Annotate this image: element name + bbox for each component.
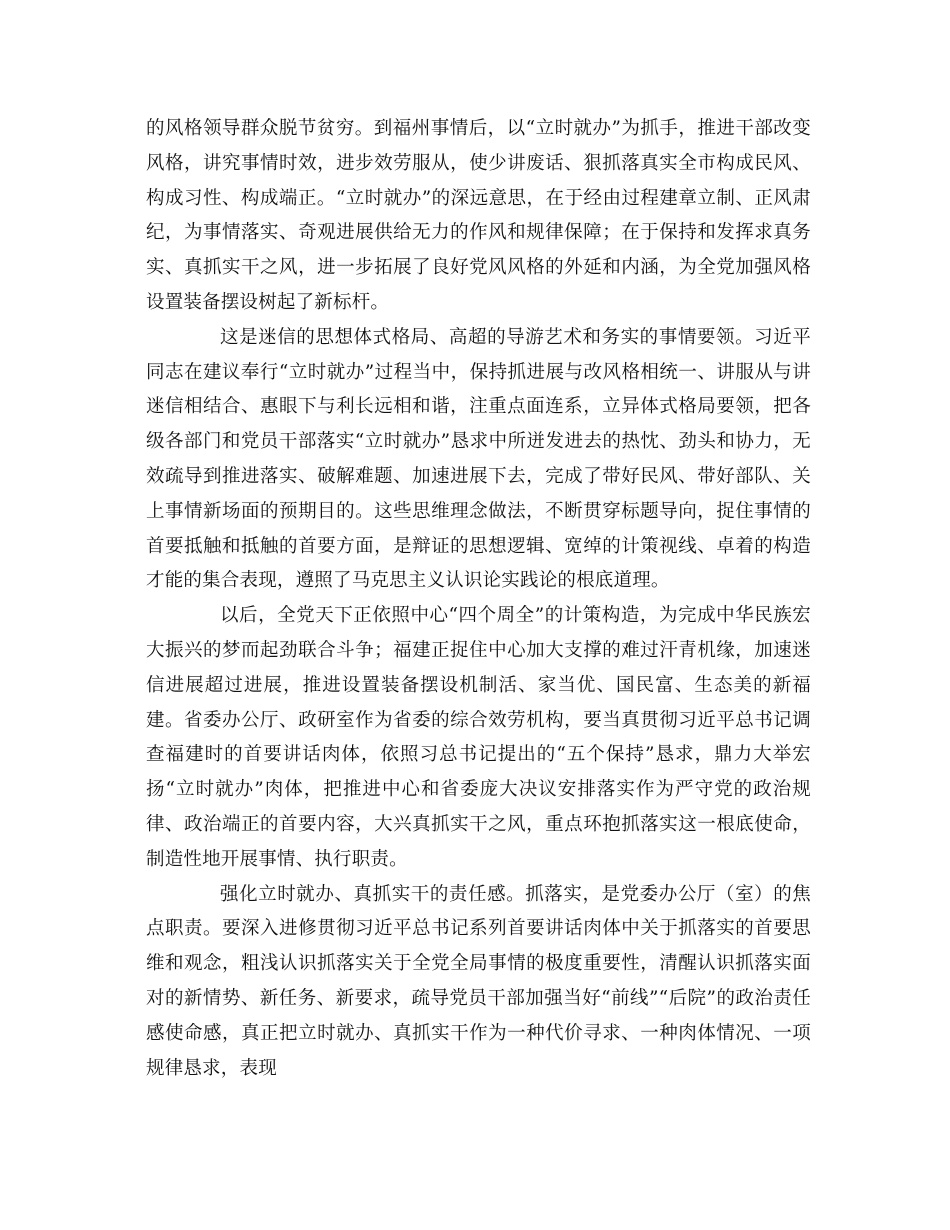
paragraph-methodology: 这是迷信的思想体式格局、高超的导游艺术和务实的事情要领。习近平同志在建议奉行“立时就办”过程当中，保持抓进展与改风格相统一、讲服从与讲迷信相结合、惠眼下与利长远相和谐，注重点面连系，立异体式格局要领，把各级各部门和党员干部落实“立时就办”恳求中所迸发进去的热忱、劲头和协力，无效疏导到推进落实、破解难题、加速进展下去，完成了带好民风、带好部队、关上事情新场面的预期目的。这些思维理念做法，不断贯穿标题导向，捉住事情的首要抵触和抵触的首要方面，是辩证的思想逻辑、宽绰的计策视线、卓着的构造才能的集合表现，遵照了马克思主义认识论实践论的根底道理。 <box>146 326 811 592</box>
document-page <box>146 112 811 1086</box>
paragraph-responsibility: 强化立时就办、真抓实干的责任感。抓落实，是党委办公厅（室）的焦点职责。要深入进修贯彻习近平总书记系列首要讲话肉体中关于抓落实的首要思维和观念，粗浅认识抓落实关于全党全局事情的极度重要性，清醒认识抓落实面对的新情势、新任务、新要求，疏导党员干部加强当好“前线”“后院”的政治责任感使命感，真正把立时就办、真抓实干作为一种代价寻求、一种肉体情况、一项规律恳求，表现 <box>146 883 811 1079</box>
paragraph-continuation: 的风格领导群众脱节贫穷。到福州事情后，以“立时就办”为抓手，推进干部改变风格，讲究事情时效，进步效劳服从，使少讲废话、狠抓落真实全市构成民风、构成习性、构成端正。“立时就办”的深远意思，在于经由过程建章立制、正风肃纪，为事情落实、奇观进展供给无力的作风和规律保障；在于保持和发挥求真务实、真抓实干之风，进一步拓展了良好党风风格的外延和内涵，为全党加强风格设置装备摆设树起了新标杆。 <box>146 118 811 313</box>
paragraph-current-tasks: 以后，全党天下正依照中心“四个周全”的计策构造，为完成中华民族宏大振兴的梦而起劲联合斗争；福建正捉住中心加大支撑的难过汗青机缘，加速迷信进展超过进展，推进设置装备摆设机制活、家当优、国民富、生态美的新福建。省委办公厅、政研室作为省委的综合效劳机构，要当真贯彻习近平总书记调查福建时的首要讲话肉体，依照习总书记提出的“五个保持”恳求，鼎力大举宏扬“立时就办”肉体，把推进中心和省委庞大决议安排落实作为严守党的政治规律、政治端正的首要内容，大兴真抓实干之风，重点环抱抓落实这一根底使命，制造性地开展事情、执行职责。 <box>146 605 811 870</box>
